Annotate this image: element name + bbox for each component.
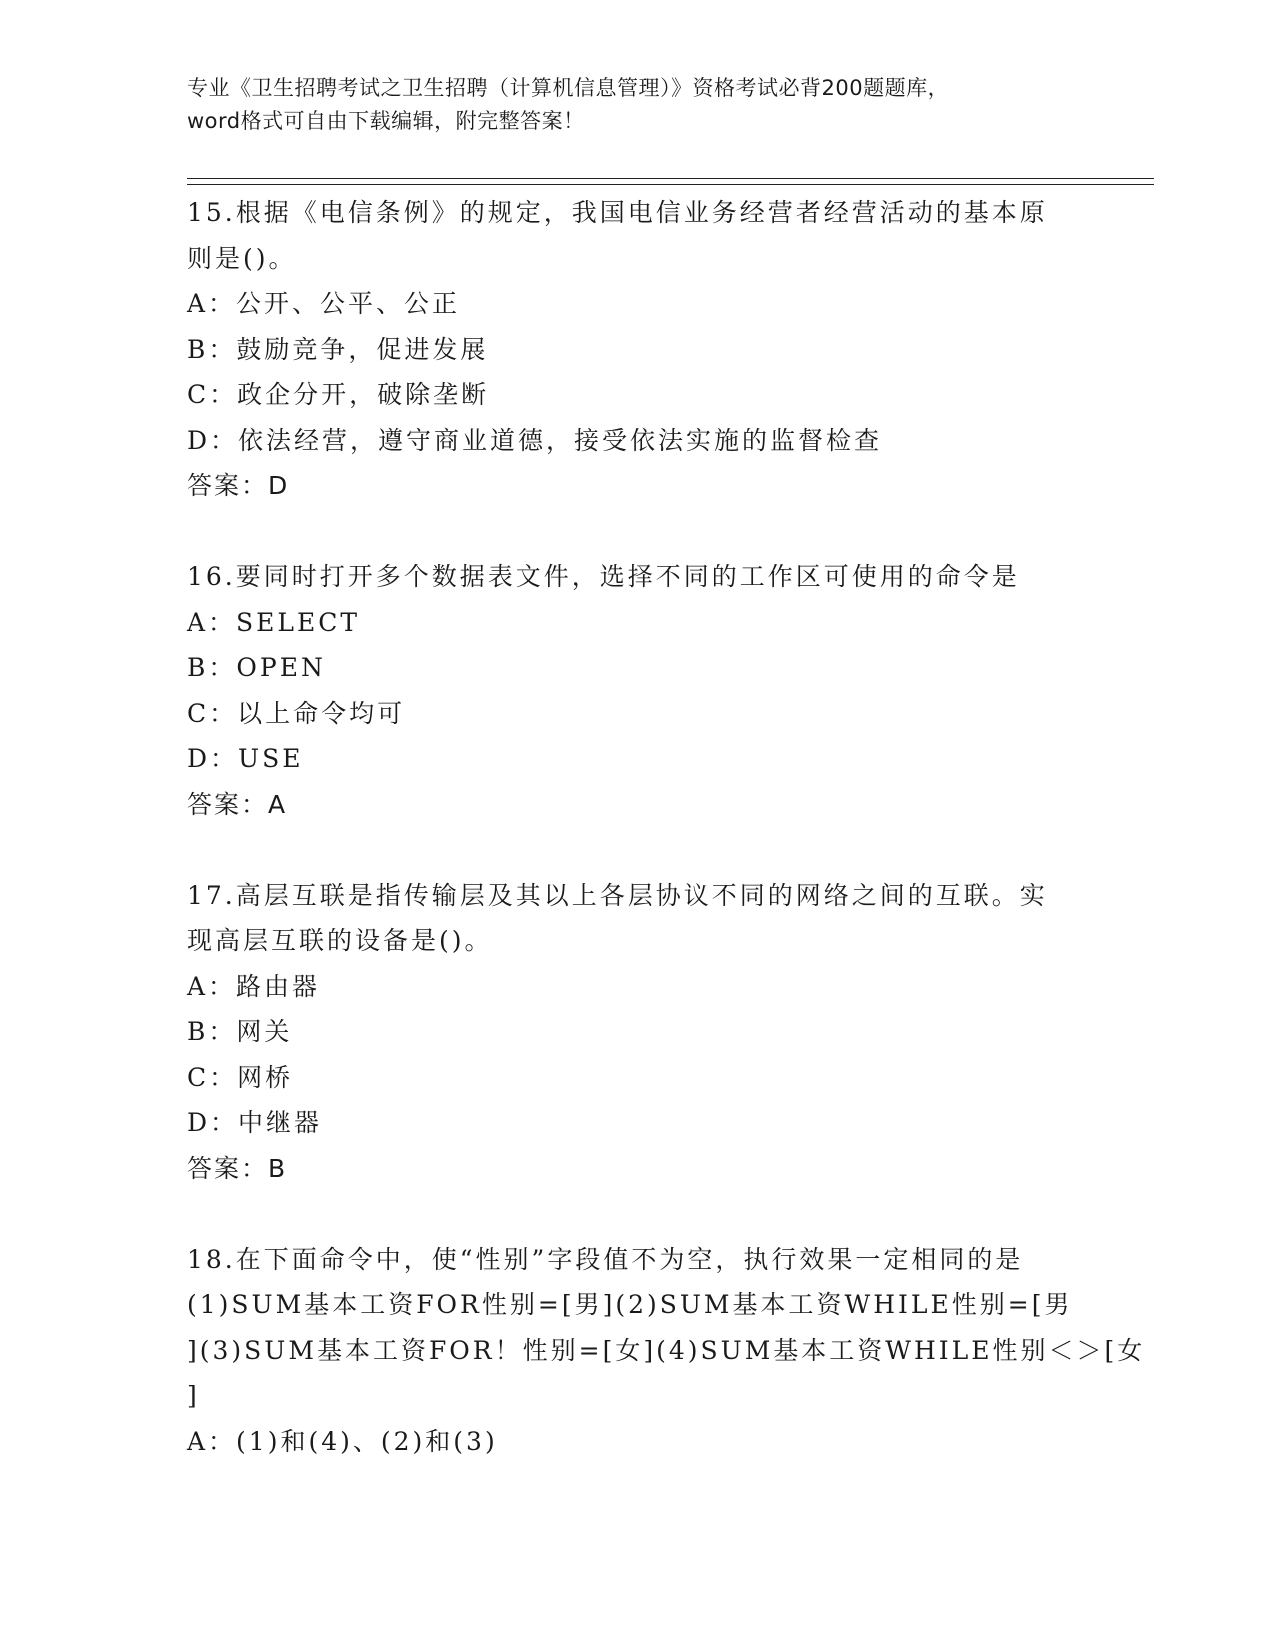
question-stem-line: 16.要同时打开多个数据表文件，选择不同的工作区可使用的命令是	[187, 562, 1020, 591]
header-line-1: 专业《卫生招聘考试之卫生招聘（计算机信息管理）》资格考试必背200题题库，	[187, 76, 950, 100]
document-header	[187, 72, 1087, 138]
question-15	[187, 190, 1087, 509]
answer-text: 答案：D	[187, 471, 290, 500]
option-b: B：OPEN	[187, 653, 326, 682]
question-stem-line: 则是()。	[187, 243, 297, 273]
question-list	[187, 190, 1146, 1464]
option-d: D：USE	[187, 744, 304, 773]
question-spacer	[187, 509, 1087, 555]
question-16	[187, 554, 1087, 827]
option-b: B：网关	[187, 1017, 293, 1046]
option-c: C：网桥	[187, 1062, 294, 1092]
question-spacer	[187, 1191, 1087, 1237]
question-stem-line: 现高层互联的设备是()。	[187, 926, 493, 955]
question-spacer	[187, 827, 1087, 873]
question-stem-line: ](3)SUM基本工资FOR！性别=[女](4)SUM基本工资WHILE性别＜＞[女	[187, 1335, 1146, 1365]
option-b: B：鼓励竞争，促进发展	[187, 334, 489, 364]
question-stem-line: 15.根据《电信条例》的规定，我国电信业务经营者经营活动的基本原	[187, 198, 1048, 227]
answer-text: 答案：A	[187, 789, 288, 819]
question-stem-line: (1)SUM基本工资FOR性别=[男](2)SUM基本工资WHILE性别=[男	[187, 1290, 1073, 1319]
question-18	[187, 1237, 1146, 1465]
option-d: D：依法经营，遵守商业道德，接受依法实施的监督检查	[187, 425, 883, 455]
answer-text: 答案：B	[187, 1153, 288, 1183]
option-c: C：以上命令均可	[187, 698, 406, 728]
option-d: D：中继器	[187, 1108, 323, 1137]
option-a: A：(1)和(4)、(2)和(3)	[187, 1426, 498, 1456]
option-c: C：政企分开，破除垄断	[187, 380, 490, 409]
question-stem-line: 17.高层互联是指传输层及其以上各层协议不同的网络之间的互联。实	[187, 880, 1048, 910]
question-stem-line: 18.在下面命令中，使“性别”字段值不为空，执行效果一定相同的是	[187, 1244, 1024, 1274]
option-a: A：公开、公平、公正	[187, 289, 461, 318]
option-a: A：SELECT	[187, 607, 361, 637]
header-line-2: word格式可自由下载编辑，附完整答案！	[187, 109, 585, 133]
question-17	[187, 873, 1087, 1192]
header-divider-bottom	[187, 184, 1154, 185]
option-a: A：路由器	[187, 971, 321, 1001]
header-divider-top	[187, 178, 1154, 179]
question-stem-line: ]	[187, 1381, 200, 1410]
